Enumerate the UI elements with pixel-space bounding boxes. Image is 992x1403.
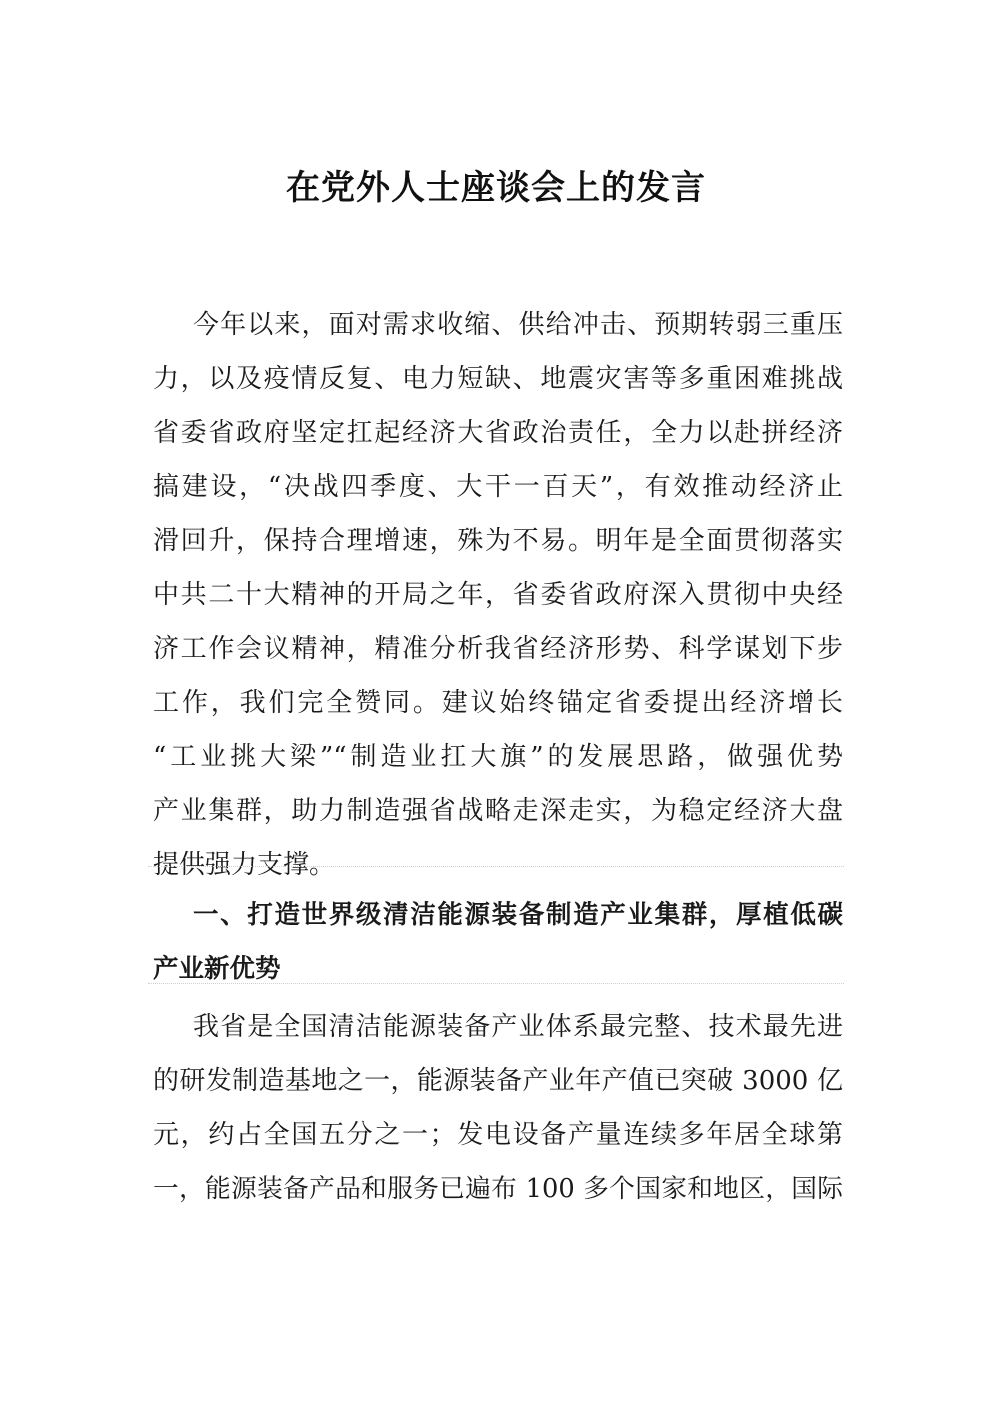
- paragraph-line: [153, 1108, 843, 1162]
- paragraph-line: [153, 514, 843, 568]
- line-text: 元，约占全国五分之一；发电设备产量连续多年居全球第: [153, 1120, 843, 1150]
- line-text: 今年以来，面对需求收缩、供给冲击、预期转弱三重压: [193, 310, 843, 340]
- line-text: 工作，我们完全赞同。建议始终锚定省委提出经济增长: [153, 688, 843, 718]
- line-text: 提供强力支撑。: [153, 850, 336, 880]
- line-text: 一，能源装备产品和服务已遍布 100 多个国家和地区，国际: [153, 1174, 843, 1204]
- paragraph-line: [153, 352, 843, 406]
- paragraph-separator: [148, 866, 844, 867]
- line-text: 的研发制造基地之一，能源装备产业年产值已突破 3000 亿: [153, 1066, 843, 1096]
- heading-line: [153, 942, 843, 996]
- line-text: 中共二十大精神的开局之年，省委省政府深入贯彻中央经: [153, 580, 843, 610]
- paragraph-line: [153, 406, 843, 460]
- paragraph-line: [153, 1054, 843, 1108]
- section-heading-1: [153, 888, 843, 996]
- line-text: 产业集群，助力制造强省战略走深走实，为稳定经济大盘: [153, 796, 843, 826]
- line-text: 我省是全国清洁能源装备产业体系最完整、技术最先进: [193, 1012, 843, 1042]
- document-title: 在党外人士座谈会上的发言: [286, 168, 706, 208]
- line-text: “工业挑大梁”“制造业扛大旗”的发展思路，做强优势: [153, 742, 843, 772]
- paragraph-line: [153, 838, 843, 892]
- line-text: 搞建设，“决战四季度、大干一百天”，有效推动经济止: [153, 472, 843, 502]
- paragraph-line: [153, 730, 843, 784]
- paragraph-line: [153, 568, 843, 622]
- line-text: 省委省政府坚定扛起经济大省政治责任，全力以赴拼经济: [153, 418, 843, 448]
- heading-line: [153, 888, 843, 942]
- line-text: 济工作会议精神，精准分析我省经济形势、科学谋划下步: [153, 634, 843, 664]
- paragraph-line: [153, 1000, 843, 1054]
- paragraph-line: [153, 622, 843, 676]
- line-text: 产业新优势: [153, 954, 281, 984]
- paragraph-line: [153, 298, 843, 352]
- body-paragraph-1: [153, 298, 843, 892]
- paragraph-line: [153, 676, 843, 730]
- paragraph-line: [153, 1162, 843, 1216]
- paragraph-line: [153, 784, 843, 838]
- line-text: 一、打造世界级清洁能源装备制造产业集群，厚植低碳: [193, 900, 843, 930]
- body-paragraph-2: [153, 1000, 843, 1216]
- paragraph-separator: [148, 983, 844, 984]
- paragraph-line: [153, 460, 843, 514]
- line-text: 滑回升，保持合理增速，殊为不易。明年是全面贯彻落实: [153, 526, 843, 556]
- line-text: 力，以及疫情反复、电力短缺、地震灾害等多重困难挑战: [153, 364, 843, 394]
